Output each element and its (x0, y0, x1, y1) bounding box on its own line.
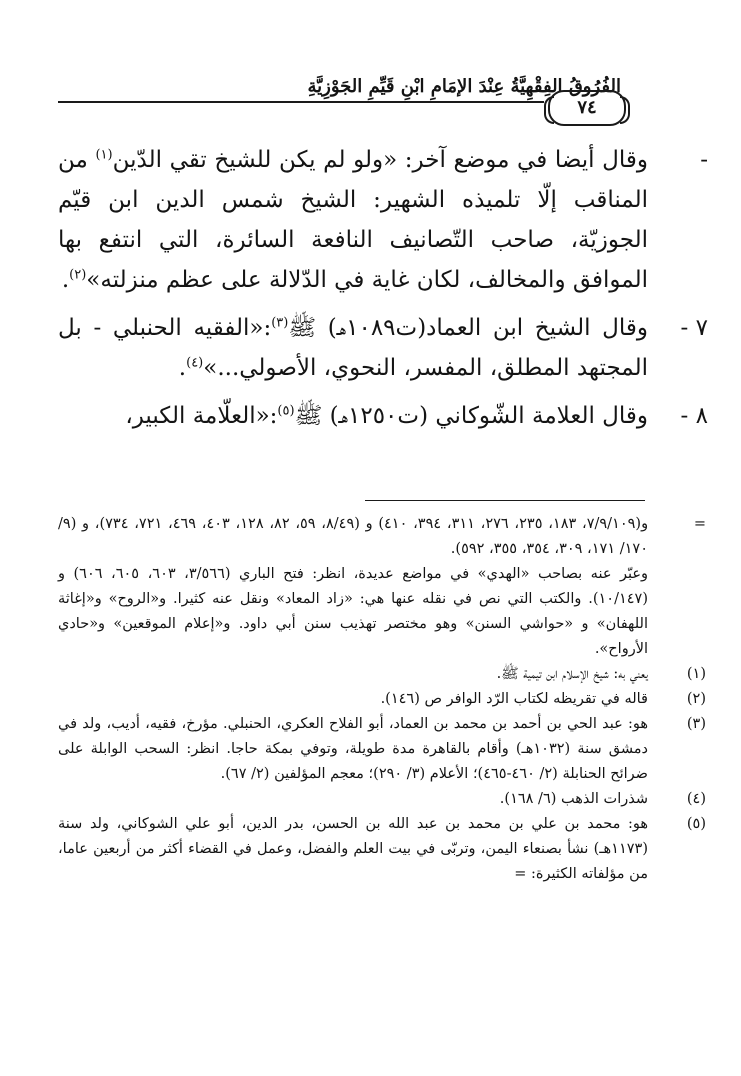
paragraph-item-8 (58, 396, 708, 436)
item-marker: - (700, 147, 708, 173)
paragraph-text: وقال أيضا في موضع آخر: «ولو لم يكن للشيخ تقي الدّين (112, 147, 649, 173)
footnote-ref[interactable]: (٤) (186, 355, 204, 371)
footnote-text: يعني به: شيخ الإسلام ابن تيمية ﷺ. (496, 666, 648, 682)
footnote-text: هو: محمد بن علي بن محمد بن عبد الله بن الحسن، بدر الدين، أبو علي الشوكاني، ولد سنة (١١٧٣هـ) نشأ بصنعاء اليمن، وتربّى في بيت العلم والفضل، وعمل في القضاء أكثر من أربعين عاما، من مؤلفاته الكثيرة: = (58, 816, 648, 882)
item-marker: ٨ - (680, 403, 708, 429)
footnote-marker: (٤) (686, 791, 706, 807)
footnotes (58, 512, 706, 887)
paragraph-text: من المناقب إلّا تلميذه الشهير: الشيخ شمس الدين ابن قيّم الجوزيّة، صاحب التّصانيف النافعة السائرة، التي انتفع بها الموافق والمخالف، لكان غاية في الدّلالة على عظم منزلته» (58, 147, 648, 293)
footnote-text: و(٧/٩/١٠٩، ١٨٣، ٢٣٥، ٢٧٦، ٣١١، ٣٩٤، ٤١٠) و (٨/٤٩، ٥٩، ٨٢، ١٢٨، ٤٠٣، ٤٦٩، ٧٢١، ٧٣٤)، و (٩/ ١٧٠/ ١٧١، ٣٠٩، ٣٥٤، ٣٥٥، ٥٩٢). (58, 516, 649, 557)
paragraph-text: . (178, 355, 187, 381)
paragraph-text: :«العلّامة الكبير، (125, 403, 278, 429)
footnote-continuation (58, 562, 648, 662)
paragraph-text: :«الفقيه الحنبلي - بل المجتهد المطلق، المفسر، النحوي، الأصولي...» (58, 315, 648, 381)
footnote-marker: (٣) (686, 716, 706, 732)
continuation-marker: = (693, 516, 706, 532)
footnote-ref[interactable]: (٣) (271, 315, 289, 331)
footnote-separator (365, 500, 645, 501)
paragraph-text: . (61, 267, 70, 293)
footnote-4 (58, 787, 706, 812)
footnote-ref[interactable]: (١) (95, 147, 113, 163)
footnote-marker: (٢) (686, 691, 706, 707)
footnote-1 (58, 662, 706, 687)
footnote-ref[interactable]: (٥) (277, 403, 295, 419)
footnote-2 (58, 687, 706, 712)
main-text (58, 140, 708, 436)
footnote-3 (58, 712, 706, 787)
footnote-5 (58, 812, 706, 887)
footnote-text: شذرات الذهب (٦/ ١٦٨). (499, 791, 648, 807)
footnote-text: قاله في تقريظه لكتاب الرّد الوافر ص (١٤٦). (380, 691, 648, 707)
footnote-marker: (١) (686, 666, 706, 682)
paragraph-quote (58, 140, 708, 300)
paragraph-text: وقال الشيخ ابن العماد(ت١٠٨٩هـ) ﷺ (288, 315, 648, 341)
header-rule (58, 101, 544, 103)
footnote-continuation (58, 512, 706, 562)
footnote-ref[interactable]: (٢) (69, 267, 87, 283)
paragraph-item-7 (58, 308, 708, 388)
footnote-text: وعبّر عنه بصاحب «الهدي» في مواضع عديدة، انظر: فتح الباري (٣/٥٦٦، ٦٠٣، ٦٠٥، ٦٠٦) و (١٠/١٤٧). والكتب التي نص في نقله عنها هي: «زاد المعاد» ونقل عنه كثيرا. و«الروح» و«إغاثة اللهفان» و «حواشي السنن» وهو مختصر تهذيب سنن أبي داود. و«إعلام الموقعين» و«حادي الأرواح». (58, 566, 649, 657)
running-title: الفُرُوقُ الفِقْهِيَّةُ عِنْدَ الإمَامِ ابْنِ قَيِّمِ الجَوْزِيَّةِ (307, 76, 621, 97)
footnote-marker: (٥) (686, 816, 706, 832)
footnote-text: هو: عبد الحي بن أحمد بن محمد بن العماد، أبو الفلاح العكري، الحنبلي. مؤرخ، فقيه، أديب، ولد في دمشق سنة (١٠٣٢هـ) وأقام بالقاهرة مدة طويلة، وتوفي بمكة حاجا. انظر: السحب الوابلة على ضرائح الحنابلة (٢/ ٤٦٠-٤٦٥)؛ الأعلام (٣/ ٢٩٠)؛ معجم المؤلفين (٢/ ٦٧). (58, 716, 648, 782)
paragraph-text: وقال العلامة الشّوكاني (ت١٢٥٠هـ) ﷺ (294, 403, 648, 429)
page-number-badge: ٧٤ (548, 90, 626, 126)
item-marker: ٧ - (680, 315, 708, 341)
